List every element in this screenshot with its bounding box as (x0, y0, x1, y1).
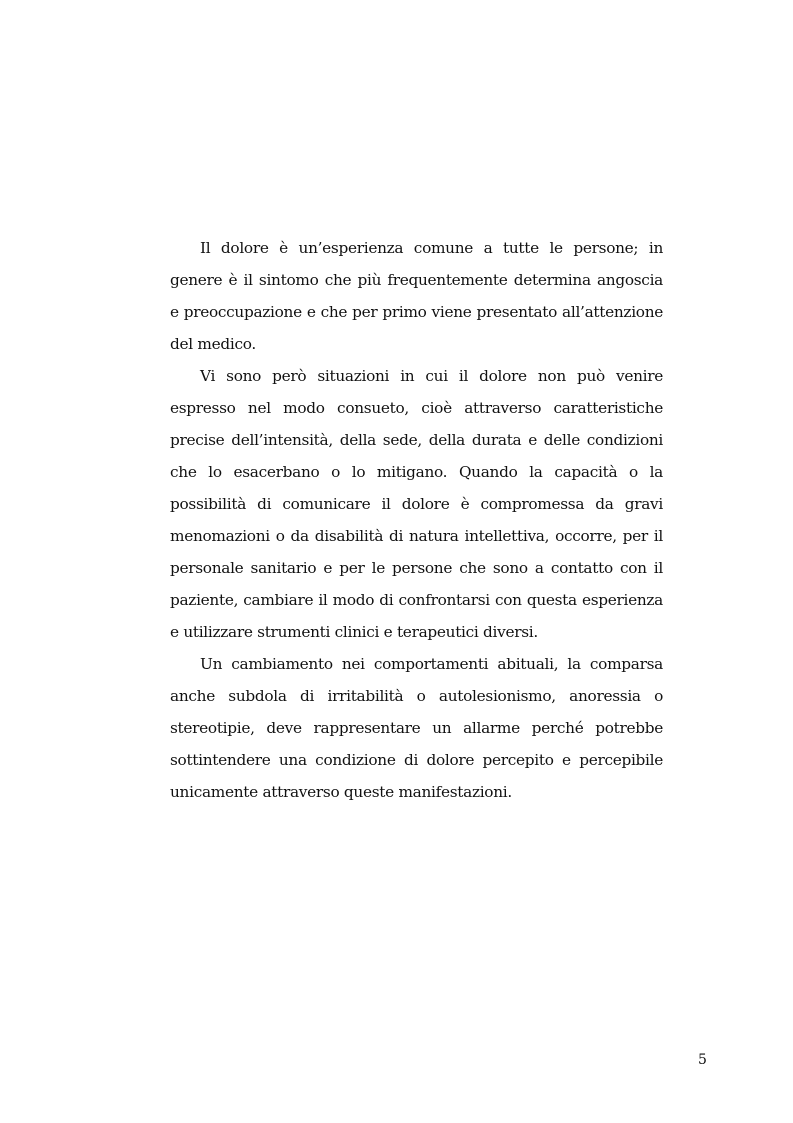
paragraph-1: Il dolore è un’esperienza comune a tutte le persone; in genere è il sintomo che più frequentemente determina angoscia e preoccupazione e che per primo viene presentato all’attenzione del medico. (170, 239, 663, 353)
paragraph-2: Vi sono però situazioni in cui il dolore non può venire espresso nel modo consueto, cioè attraverso caratteristiche precise dell’intensità, della sede, della durata e delle condizioni che lo esacerbano o lo mitigano. Quando la capacità o la possibilità di comunicare il dolore è compromessa da gravi menomazioni o da disabilità di natura intellettiva, occorre, per il personale sanitario e per le persone che sono a contatto con il paziente, cambiare il modo di confrontarsi con questa esperienza e utilizzare strumenti clinici e terapeutici diversi. (170, 367, 663, 641)
page-number: 5 (698, 1052, 707, 1068)
body-text (170, 232, 663, 808)
paragraph-3: Un cambiamento nei comportamenti abituali, la comparsa anche subdola di irritabilità o autolesionismo, anoressia o stereotipie, deve rappresentare un allarme perché potrebbe sottintendere una condizione di dolore percepito e percepibile unicamente attraverso queste manifestazioni. (170, 655, 663, 801)
